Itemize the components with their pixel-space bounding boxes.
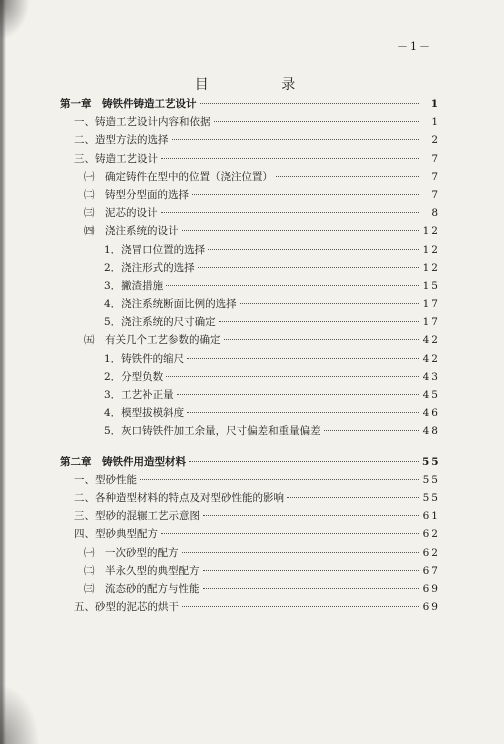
toc-entry-label: 二、各种造型材料的特点及对型砂性能的影响 [74, 491, 284, 504]
leader-dots [276, 176, 419, 177]
toc-entry[interactable] [60, 96, 440, 114]
toc-entry-label: 4．浇注系统断面比例的选择 [104, 298, 237, 311]
toc-entry-label: 2．分型负数 [104, 370, 164, 383]
toc-entry[interactable] [60, 260, 440, 278]
leader-dots [140, 479, 419, 480]
toc-entry-page: 12 [422, 243, 440, 256]
toc-entry-label: ㈡ 铸型分型面的选择 [84, 188, 189, 201]
toc-entry[interactable] [60, 223, 440, 241]
toc-entry-page: 43 [422, 370, 440, 383]
leader-dots [203, 570, 420, 571]
toc-entry[interactable] [60, 242, 440, 260]
leader-dots [177, 394, 419, 395]
leader-dots [187, 412, 419, 413]
toc-entry-label: 第一章 铸铁件铸造工艺设计 [60, 98, 197, 110]
toc-entry[interactable] [60, 314, 440, 332]
toc-entry-page: 55 [422, 473, 440, 486]
toc-title: 目 录 [194, 77, 330, 93]
toc-entry-label: ㈠ 一次砂型的配方 [84, 546, 179, 559]
toc-entry-page: 7 [431, 152, 440, 165]
leader-dots [219, 321, 419, 322]
toc-entry-page: 42 [422, 334, 440, 347]
toc-entry-label: ㈣ 浇注系统的设计 [84, 225, 179, 238]
toc-entry[interactable] [60, 169, 440, 187]
toc-entry-label: 二、造型方法的选择 [74, 134, 169, 147]
toc-entry[interactable] [60, 490, 440, 508]
toc-entry[interactable] [60, 472, 440, 490]
toc-entry-label: 3．撇渣措施 [104, 279, 164, 292]
leader-dots [161, 212, 420, 213]
toc-entry-page: 7 [431, 170, 440, 183]
leader-dots [203, 588, 420, 589]
toc-entry-label: 三、铸造工艺设计 [74, 152, 158, 165]
toc-entry-page: 15 [422, 279, 440, 292]
toc-entry-page: 45 [422, 389, 440, 401]
toc-entry-page: 46 [422, 407, 440, 420]
toc-entry-label: 第二章 铸铁件用造型材料 [60, 455, 186, 468]
toc-entry[interactable] [60, 278, 440, 296]
toc-entry-page: 42 [422, 352, 440, 365]
toc-entry-page: 17 [422, 298, 440, 311]
toc-entry[interactable] [60, 114, 440, 132]
toc-entry[interactable] [60, 369, 440, 387]
toc-entry[interactable] [60, 563, 440, 581]
toc-entry[interactable] [60, 423, 440, 441]
table-of-contents [60, 96, 440, 617]
leader-dots [166, 376, 419, 377]
leader-dots [161, 158, 419, 159]
leader-dots [203, 515, 419, 516]
toc-entry-label: ㈤ 有关几个工艺参数的确定 [84, 334, 221, 347]
leader-dots [287, 497, 419, 498]
toc-entry-label: ㈢ 流态砂的配方与性能 [84, 582, 200, 595]
leader-dots [161, 533, 419, 534]
toc-entry[interactable] [60, 581, 440, 599]
leader-dots [192, 194, 419, 195]
page-number: －1－ [397, 40, 432, 53]
toc-entry[interactable] [60, 132, 440, 150]
toc-entry-label: ㈠ 确定铸件在型中的位置（浇注位置） [84, 170, 273, 183]
leader-dots [189, 461, 419, 462]
leader-dots [240, 303, 419, 304]
toc-entry-label: 4．模型拔模斜度 [104, 407, 185, 420]
toc-entry-label: 5．灰口铸铁件加工余量，尺寸偏差和重量偏差 [104, 425, 321, 438]
toc-entry-page: 8 [431, 207, 440, 220]
leader-dots [172, 139, 420, 140]
toc-entry-label: ㈢ 泥芯的设计 [84, 207, 158, 220]
leader-dots [224, 339, 420, 340]
toc-entry-page: 61 [422, 510, 440, 523]
toc-entry-page: 1 [430, 98, 440, 110]
toc-entry[interactable] [60, 599, 440, 617]
leader-dots [182, 606, 419, 607]
toc-entry[interactable] [60, 387, 440, 405]
toc-entry[interactable] [60, 296, 440, 314]
toc-entry-page: 55 [422, 455, 441, 468]
toc-entry-label: ㈡ 半永久型的典型配方 [84, 564, 200, 577]
toc-entry-label: 一、铸造工艺设计内容和依据 [74, 116, 211, 129]
toc-entry-page: 67 [422, 564, 440, 577]
scan-edge-shadow [0, 0, 14, 744]
toc-entry[interactable] [60, 351, 440, 369]
toc-entry-page: 1 [431, 116, 440, 129]
leader-dots [200, 103, 420, 104]
leader-dots [198, 267, 419, 268]
toc-entry-label: 三、型砂的混辗工艺示意图 [74, 510, 200, 523]
leader-dots [214, 121, 420, 122]
toc-entry-page: 12 [422, 225, 440, 238]
toc-entry-page: 2 [431, 134, 440, 147]
toc-entry[interactable] [60, 508, 440, 526]
toc-entry-page: 12 [422, 261, 440, 274]
leader-dots [187, 358, 419, 359]
toc-entry-label: 四、型砂典型配方 [74, 528, 158, 541]
chapter-gap [60, 442, 440, 454]
toc-entry-label: 五、砂型的泥芯的烘干 [74, 601, 179, 614]
toc-entry[interactable] [60, 187, 440, 205]
toc-entry-page: 62 [422, 528, 440, 541]
leader-dots [182, 230, 420, 231]
leader-dots [324, 430, 419, 431]
toc-entry-label: 一、型砂性能 [74, 473, 137, 486]
toc-entry-label: 2．浇注形式的选择 [104, 261, 195, 274]
toc-entry[interactable] [60, 545, 440, 563]
leader-dots [182, 552, 420, 553]
scan-smudge-bottom [0, 684, 40, 744]
scan-smudge-top [0, 0, 30, 40]
toc-entry-page: 62 [422, 546, 440, 559]
toc-entry[interactable] [60, 205, 440, 223]
toc-entry-page: 69 [422, 601, 440, 614]
toc-entry[interactable] [60, 151, 440, 169]
toc-entry[interactable] [60, 526, 440, 544]
toc-entry-label: 1．铸铁件的缩尺 [104, 352, 185, 365]
toc-entry-page: 48 [422, 425, 440, 438]
toc-entry-page: 17 [422, 316, 440, 329]
leader-dots [208, 249, 419, 250]
toc-entry[interactable] [60, 332, 440, 350]
toc-entry-page: 55 [422, 491, 440, 504]
leader-dots [166, 285, 419, 286]
toc-entry[interactable] [60, 454, 440, 472]
toc-entry-page: 7 [431, 188, 440, 201]
toc-entry-label: 1．浇冒口位置的选择 [104, 243, 206, 256]
toc-entry-page: 69 [422, 582, 440, 595]
toc-entry-label: 5．浇注系统的尺寸确定 [104, 316, 216, 329]
toc-entry-label: 3．工艺补正量 [104, 389, 174, 401]
toc-entry[interactable] [60, 405, 440, 423]
